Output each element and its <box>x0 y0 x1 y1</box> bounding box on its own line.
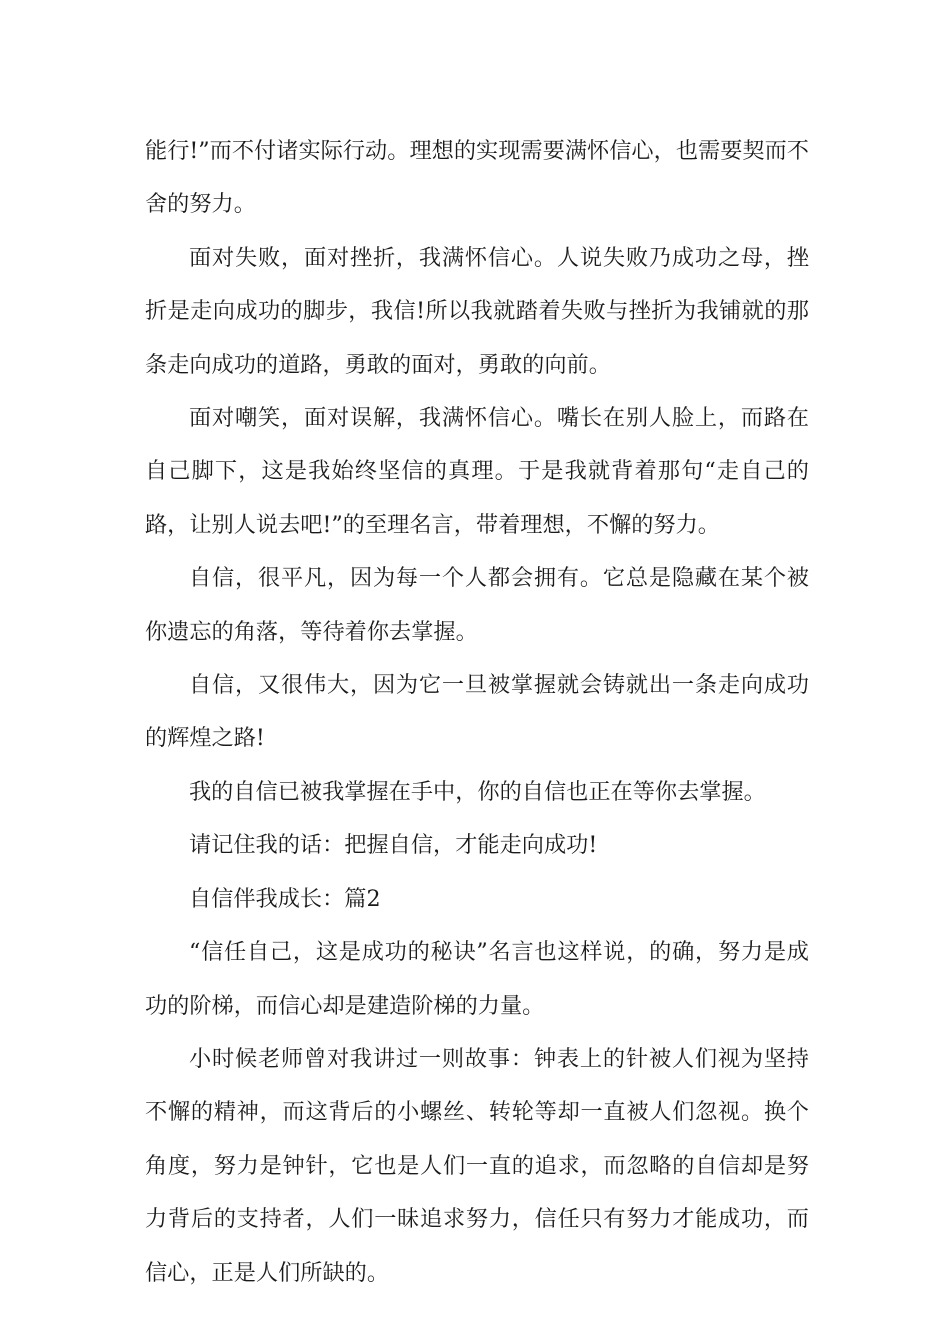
paragraph-8: “信任自己，这是成功的秘诀”名言也这样说，的确，努力是成功的阶梯，而信心却是建造阶梯的力量。 <box>145 939 809 1019</box>
paragraph-3: 面对嘲笑，面对误解，我满怀信心。嘴长在别人脸上，而路在自己脚下，这是我始终坚信的真理。于是我就背着那句“走自己的路，让别人说去吧!”的至理名言，带着理想，不懈的努力。 <box>145 405 809 538</box>
paragraph-9: 小时候老师曾对我讲过一则故事：钟表上的针被人们视为坚持不懈的精神，而这背后的小螺丝、转轮等却一直被人们忽视。换个角度，努力是钟针，它也是人们一直的追求，而忽略的自信却是努力背后的支持者，人们一昧追求努力，信任只有努力才能成功，而信心，正是人们所缺的。 <box>145 1045 809 1286</box>
paragraph-4: 自信，很平凡，因为每一个人都会拥有。它总是隐藏在某个被你遗忘的角落，等待着你去掌握。 <box>145 565 809 645</box>
paragraph-2: 面对失败，面对挫折，我满怀信心。人说失败乃成功之母，挫折是走向成功的脚步，我信!所以我就踏着失败与挫折为我铺就的那条走向成功的道路，勇敢的面对，勇敢的向前。 <box>145 244 809 378</box>
paragraph-5: 自信，又很伟大，因为它一旦被掌握就会铸就出一条走向成功的辉煌之路! <box>145 672 809 752</box>
paragraph-7: 请记住我的话：把握自信，才能走向成功! <box>189 832 598 859</box>
document-body <box>145 125 809 1300</box>
paragraph-6: 我的自信已被我掌握在手中，你的自信也正在等你去掌握。 <box>189 778 766 805</box>
section-heading: 自信伴我成长：篇2 <box>189 885 381 912</box>
paragraph-1: 能行!”而不付诸实际行动。理想的实现需要满怀信心，也需要契而不舍的努力。 <box>145 138 809 218</box>
